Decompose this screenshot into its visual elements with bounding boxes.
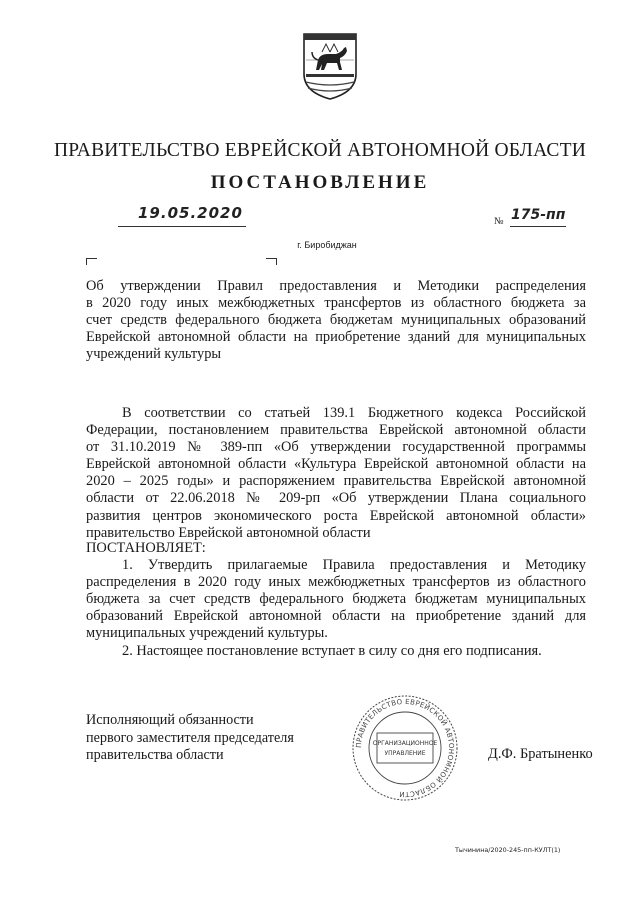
document-number: 175-пп <box>511 207 566 223</box>
preamble-line: Федерации, постановлением правительства Еврейской автономной области <box>86 422 586 439</box>
document-date: 19.05.2020 <box>138 204 243 222</box>
item-1 <box>86 557 586 642</box>
subject-line: Об утверждении Правил предоставления и Методики распределения <box>86 278 586 294</box>
svg-text:ПРАВИТЕЛЬСТВО ЕВРЕЙСКОЙ АВТОНО <box>355 698 455 798</box>
preamble-line: В соответствии со статьей 139.1 Бюджетного кодекса Российской <box>122 405 586 421</box>
official-seal-icon <box>340 693 470 803</box>
number-underline <box>510 226 566 227</box>
preamble-line: от 31.10.2019 № 389-пп «Об утверждении государственной программы <box>86 439 586 456</box>
number-prefix: № <box>494 216 504 227</box>
preamble <box>86 405 586 542</box>
signer-position-line: первого заместителя председателя <box>86 729 294 746</box>
signer-position <box>86 712 326 765</box>
title-corner-right <box>266 258 277 265</box>
item-1-line: 1. Утвердить прилагаемые Правила предоставления и Методику <box>122 557 586 573</box>
preamble-line: развития центров экономического роста Еврейской автономной области» <box>86 507 586 524</box>
document-type-title: ПОСТАНОВЛЕНИЕ <box>210 172 430 193</box>
date-underline <box>118 226 246 227</box>
item-2: 2. Настоящее постановление вступает в силу со дня его подписания. <box>122 643 542 659</box>
signer-name: Д.Ф. Братыненко <box>488 746 593 762</box>
seal-center-line: УПРАВЛЕНИЕ <box>384 750 426 757</box>
document-subject <box>86 278 586 363</box>
preamble-line: области от 22.06.2018 № 209-рп «Об утверждении Плана социального <box>86 490 586 507</box>
resolve-heading: ПОСТАНОВЛЯЕТ: <box>86 540 206 556</box>
title-corner-left <box>86 258 97 265</box>
item-1-line: муниципальных учреждений культуры. <box>86 625 328 642</box>
subject-line: учреждений культуры <box>86 346 222 363</box>
seal-ring-text: ПРАВИТЕЛЬСТВО ЕВРЕЙСКОЙ АВТОНОМНОЙ ОБЛАСТИ <box>354 697 456 799</box>
preamble-line: 2020 – 2025 годы» и распоряжением правительства Еврейской автономной <box>86 473 586 490</box>
signer-position-line: правительства области <box>86 747 224 763</box>
preamble-line: правительство Еврейской автономной области <box>86 524 371 541</box>
subject-line: счет средств федерального бюджета бюджетам муниципальных образований <box>86 312 586 329</box>
item-1-line: образований Еврейской автономной области на приобретение зданий для <box>86 608 586 625</box>
seal-center-line: ОРГАНИЗАЦИОННОЕ <box>372 740 438 747</box>
item-1-line: бюджета за счет средств федерального бюджета бюджетам муниципальных <box>86 591 586 608</box>
city-label: г. Биробиджан <box>297 240 357 250</box>
subject-line: Еврейской автономной области на приобретение зданий для муниципальных <box>86 329 586 346</box>
preamble-line: Еврейской автономной области «Культура Еврейской автономной области на <box>86 456 586 473</box>
coat-of-arms-icon <box>300 30 360 102</box>
signer-position-line: Исполняющий обязанности <box>86 712 254 728</box>
footer-registration-code: Тычинина/2020-245-пп-КУЛТ(1) <box>455 846 561 854</box>
item-1-line: распределения в 2020 году иных межбюджетных трансфертов из областного <box>86 574 586 591</box>
government-title: ПРАВИТЕЛЬСТВО ЕВРЕЙСКОЙ АВТОНОМНОЙ ОБЛАСТИ <box>53 140 587 161</box>
subject-line: в 2020 году иных межбюджетных трансфертов из областного бюджета за <box>86 295 586 312</box>
